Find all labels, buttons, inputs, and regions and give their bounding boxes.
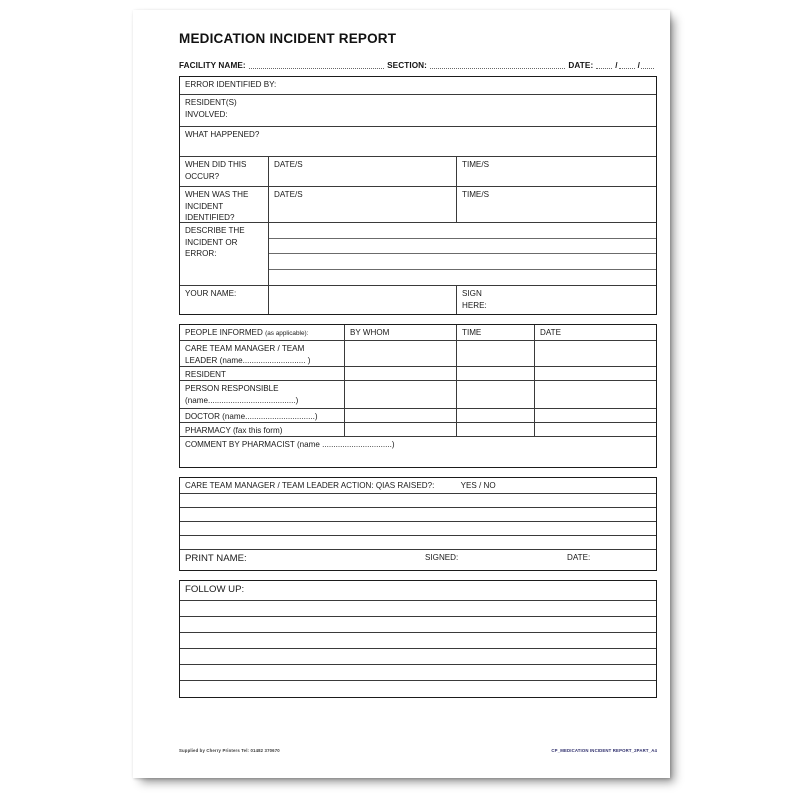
follow-up-block [179,580,657,698]
sign-here-cell[interactable] [457,286,656,314]
table-row [180,536,656,550]
date-day-input[interactable] [596,61,612,69]
column-header-by-whom: BY WHOM [345,325,457,340]
table-row [180,681,656,697]
row-care-team-manager-time[interactable] [457,341,535,366]
your-name-input-cell[interactable] [269,286,457,314]
people-informed-header-cell [180,325,345,340]
paper-sheet [133,10,670,778]
write-line[interactable] [269,239,656,255]
print-name-label[interactable]: PRINT NAME: [185,552,247,564]
row-doctor-by-whom[interactable] [345,409,457,422]
table-row [180,381,656,409]
date-label: DATE: [568,60,594,70]
row-label-line1: PERSON RESPONSIBLE [185,383,279,393]
table-row [180,508,656,522]
sign-here-line1: SIGN [462,288,482,298]
people-informed-block [179,324,657,468]
row-care-team-manager-label [180,341,345,366]
row-doctor-label[interactable]: DOCTOR (name...............................) [180,409,345,422]
when-identified-line1: WHEN WAS THE [185,189,249,199]
page-footer [179,748,657,753]
table-row [180,437,656,467]
table-row [180,494,656,508]
table-row [180,95,656,127]
when-identified-label-cell [180,187,269,222]
action-date-label[interactable]: DATE: [567,552,591,562]
signed-label[interactable]: SIGNED: [425,552,459,562]
footer-form-code: CP_MEDICATION INCIDENT REPORT_2PART_A4 [551,748,657,753]
follow-up-write-line[interactable] [180,665,656,680]
describe-incident-label-cell [180,223,269,285]
when-occur-line1: WHEN DID THIS [185,159,247,169]
incident-details-block [179,76,657,315]
table-row [180,127,656,157]
footer-supplier-text: Supplied by Cherry Printers Tel: 01482 370670 [179,748,280,753]
table-row [180,478,656,494]
section-label: SECTION: [387,60,428,70]
follow-up-write-line[interactable] [180,649,656,664]
row-label-line2[interactable]: (name.......................................) [185,395,299,405]
error-identified-by-cell[interactable]: ERROR IDENTIFIED BY: [185,79,277,89]
when-identified-times-cell[interactable]: TIME/S [462,189,489,199]
residents-involved-label-line1: RESIDENT(S) [185,97,237,107]
manager-action-write-line[interactable] [180,522,656,535]
date-month-input[interactable] [619,61,635,69]
table-row [180,617,656,633]
column-header-time: TIME [457,325,535,340]
row-resident-date[interactable] [535,367,656,380]
row-resident-time[interactable] [457,367,535,380]
row-person-responsible-label [180,381,345,408]
follow-up-write-line[interactable] [180,681,656,697]
table-row [180,581,656,601]
qias-yes-no-option[interactable]: YES / NO [460,480,496,490]
table-row [180,223,656,286]
table-row [180,633,656,649]
facility-name-label: FACILITY NAME: [179,60,246,70]
row-label-line2[interactable]: LEADER (name............................ ) [185,355,311,365]
row-label-line1: CARE TEAM MANAGER / TEAM [185,343,305,353]
manager-action-label: CARE TEAM MANAGER / TEAM LEADER ACTION: QIAS RAISED?: [185,480,435,490]
follow-up-write-line[interactable] [180,601,656,616]
table-row [180,522,656,536]
what-happened-cell[interactable]: WHAT HAPPENED? [185,129,260,139]
table-row [180,157,656,187]
describe-incident-write-area[interactable] [269,223,656,285]
table-row [180,187,656,223]
table-row [180,665,656,681]
row-person-responsible-by-whom[interactable] [345,381,457,408]
people-informed-header-main: PEOPLE INFORMED [185,327,263,337]
follow-up-write-line[interactable] [180,617,656,632]
row-pharmacy-by-whom[interactable] [345,423,457,436]
when-occur-dates-cell[interactable]: DATE/S [269,157,457,186]
table-row [180,77,656,95]
signature-row [180,550,656,570]
form-content [179,32,657,707]
row-doctor-time[interactable] [457,409,535,422]
when-occur-line2: OCCUR? [185,171,220,181]
manager-action-write-line[interactable] [180,536,656,549]
facility-header-row [179,61,657,70]
describe-line1: DESCRIBE THE [185,225,245,235]
describe-line2: INCIDENT OR [185,237,238,247]
table-row [180,367,656,381]
row-resident-label: RESIDENT [180,367,345,380]
page-title: MEDICATION INCIDENT REPORT [179,31,397,46]
manager-action-write-line[interactable] [180,508,656,521]
comment-by-pharmacist-cell[interactable]: COMMENT BY PHARMACIST (name ...............................) [185,439,395,449]
row-care-team-manager-date[interactable] [535,341,656,366]
row-pharmacy-label: PHARMACY (fax this form) [180,423,345,436]
write-line[interactable] [269,254,656,270]
row-person-responsible-date[interactable] [535,381,656,408]
row-person-responsible-time[interactable] [457,381,535,408]
table-row [180,409,656,423]
facility-name-input[interactable] [249,61,384,69]
follow-up-write-line[interactable] [180,633,656,648]
date-slash-2: / [637,60,641,70]
section-input[interactable] [430,61,565,69]
write-line[interactable] [269,223,656,239]
when-occur-times-cell[interactable]: TIME/S [462,159,489,169]
write-line[interactable] [269,270,656,285]
sign-here-line2: HERE: [462,300,487,310]
manager-action-block [179,477,657,571]
people-informed-header-sub: (as applicable): [265,329,309,337]
row-care-team-manager-by-whom[interactable] [345,341,457,366]
table-row [180,423,656,437]
row-pharmacy-time[interactable] [457,423,535,436]
follow-up-label: FOLLOW UP: [185,583,245,595]
table-row [180,601,656,617]
your-name-label-cell: YOUR NAME: [180,286,269,314]
date-slash-1: / [615,60,618,70]
table-header-row [180,325,656,341]
date-year-input[interactable] [641,61,654,69]
describe-line3: ERROR: [185,249,217,259]
when-identified-dates-cell[interactable]: DATE/S [269,187,457,222]
table-row [180,341,656,367]
table-row [180,649,656,665]
manager-action-write-line[interactable] [180,494,656,507]
residents-involved-cell[interactable] [180,95,241,126]
when-identified-line2: INCIDENT [185,201,224,211]
row-doctor-date[interactable] [535,409,656,422]
manager-action-header-cell [180,478,656,493]
when-occur-label-cell [180,157,269,186]
residents-involved-label-line2: INVOLVED: [185,109,228,119]
table-row [180,286,656,314]
row-pharmacy-date[interactable] [535,423,656,436]
when-identified-line3: IDENTIFIED? [185,213,235,222]
column-header-date: DATE [540,327,561,337]
row-resident-by-whom[interactable] [345,367,457,380]
